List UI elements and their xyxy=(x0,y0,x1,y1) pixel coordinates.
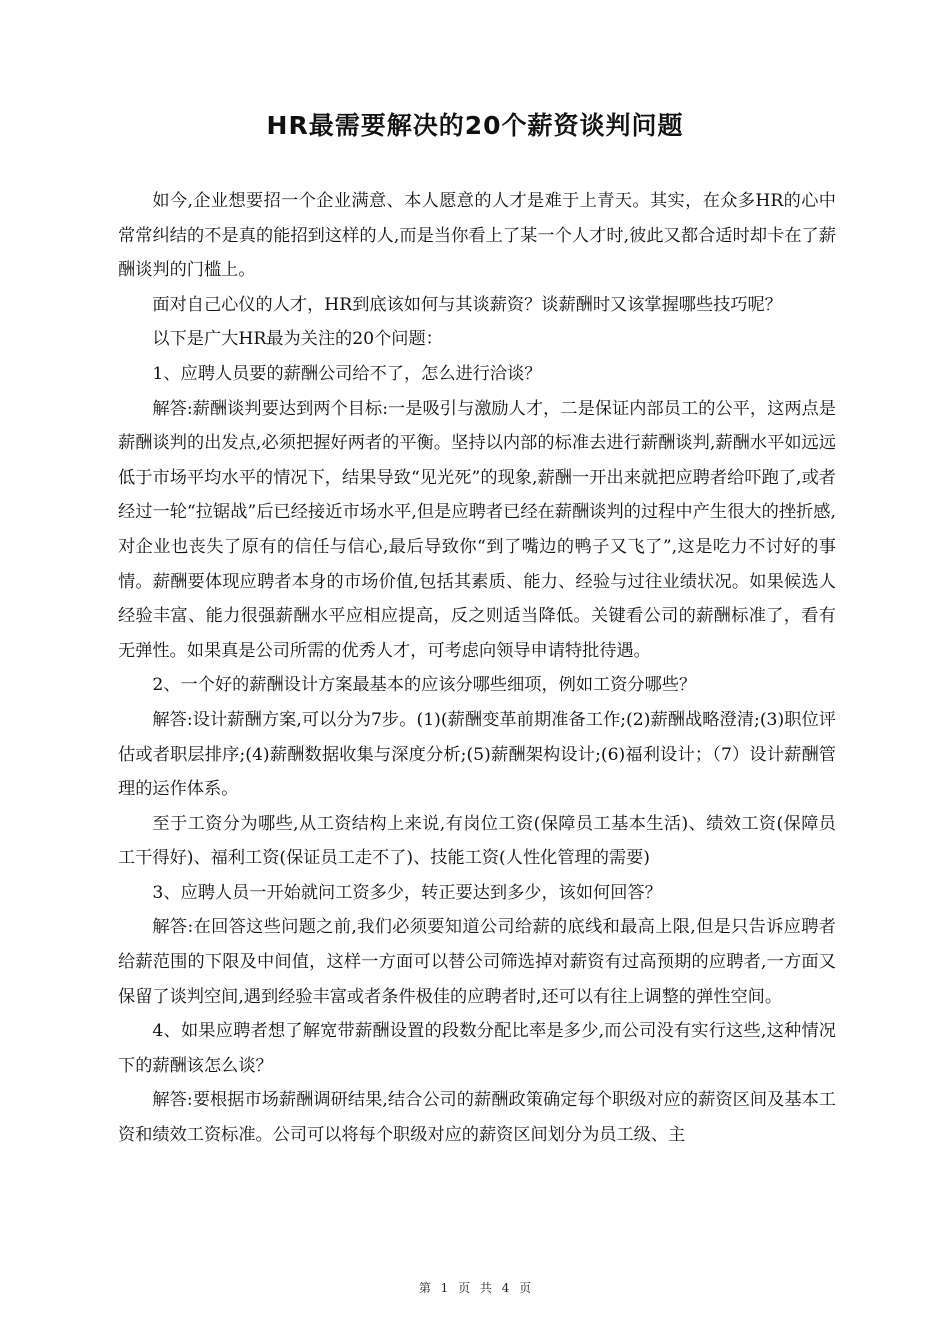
intro-paragraph: 如今,企业想要招一个企业满意、本人愿意的人才是难于上青天。其实，在众多HR的心中常常纠结的不是真的能招到这样的人,而是当你看上了某一个人才时,彼此又都合适时却卡在了薪酬谈判的门槛上。 xyxy=(118,191,836,281)
document-title: HR最需要解决的20个薪资谈判问题 xyxy=(266,111,684,140)
answer-2: 解答:设计薪酬方案,可以分为7步。(1)(薪酬变革前期准备工作;(2)薪酬战略澄清;(3)职位评估或者职层排序;(4)薪酬数据收集与深度分析;(5)薪酬架构设计;(6)福利设计；（7）设计薪酬管理的运作体系。 xyxy=(118,709,836,800)
question-2: 2、一个好的薪酬设计方案最基本的应该分哪些细项，例如工资分哪些？ xyxy=(152,675,697,696)
question-3: 3、应聘人员一开始就问工资多少，转正要达到多少，该如何回答？ xyxy=(152,882,662,903)
question-1: 1、应聘人员要的薪酬公司给不了，怎么进行洽谈？ xyxy=(152,363,542,384)
answer-1: 解答:薪酬谈判要达到两个目标:一是吸引与激励人才，二是保证内部员工的公平，这两点是薪酬谈判的出发点,必须把握好两者的平衡。坚持以内部的标准去进行薪酬谈判,薪酬水平如远远低于市场平均水平的情况下，结果导致“见光死”的现象,薪酬一开出来就把应聘者给吓跑了,或者经过一轮“拉锯战”后已经接近市场水平,但是应聘者已经在薪酬谈判的过程中产生很大的挫折感,对企业也丧失了原有的信任与信心,最后导致你“到了嘴边的鸭子又飞了”,这是吃力不讨好的事情。薪酬要体现应聘者本身的市场价值,包括其素质、能力、经验与过往业绩状况。如果候选人经验丰富、能力很强薪酬水平应相应提高，反之则适当降低。关键看公司的薪酬标准了，看有无弹性。如果真是公司所需的优秀人才，可考虑向领导申请特批待遇。 xyxy=(118,398,836,661)
document-body xyxy=(118,184,836,1153)
question-4: 4、如果应聘者想了解宽带薪酬设置的段数分配比率是多少,而公司没有实行这些,这种情况下的薪酬该怎么谈？ xyxy=(118,1021,836,1076)
answer-4: 解答:要根据市场薪酬调研结果,结合公司的薪酬政策确定每个职级对应的薪资区间及基本工资和绩效工资标准。公司可以将每个职级对应的薪资区间划分为员工级、主 xyxy=(118,1090,836,1146)
answer-2-continued: 至于工资分为哪些,从工资结构上来说,有岗位工资(保障员工基本生活)、绩效工资(保障员工干得好)、福利工资(保证员工走不了)、技能工资(人性化管理的需要) xyxy=(118,813,836,869)
answer-3: 解答:在回答这些问题之前,我们必须要知道公司给薪的底线和最高上限,但是只告诉应聘者给薪范围的下限及中间值，这样一方面可以替公司筛选掉对薪资有过高预期的应聘者,一方面又保留了谈判空间,遇到经验丰富或者条件极佳的应聘者时,还可以有往上调整的弹性空间。 xyxy=(118,917,836,1007)
list-intro-paragraph: 以下是广大HR最为关注的20个问题： xyxy=(152,329,443,350)
intro-question-paragraph: 面对自己心仪的人才，HR到底该如何与其谈薪资？谈薪酬时又该掌握哪些技巧呢？ xyxy=(152,294,782,315)
page-number-footer: 第 1 页 共 4 页 xyxy=(418,1281,532,1295)
